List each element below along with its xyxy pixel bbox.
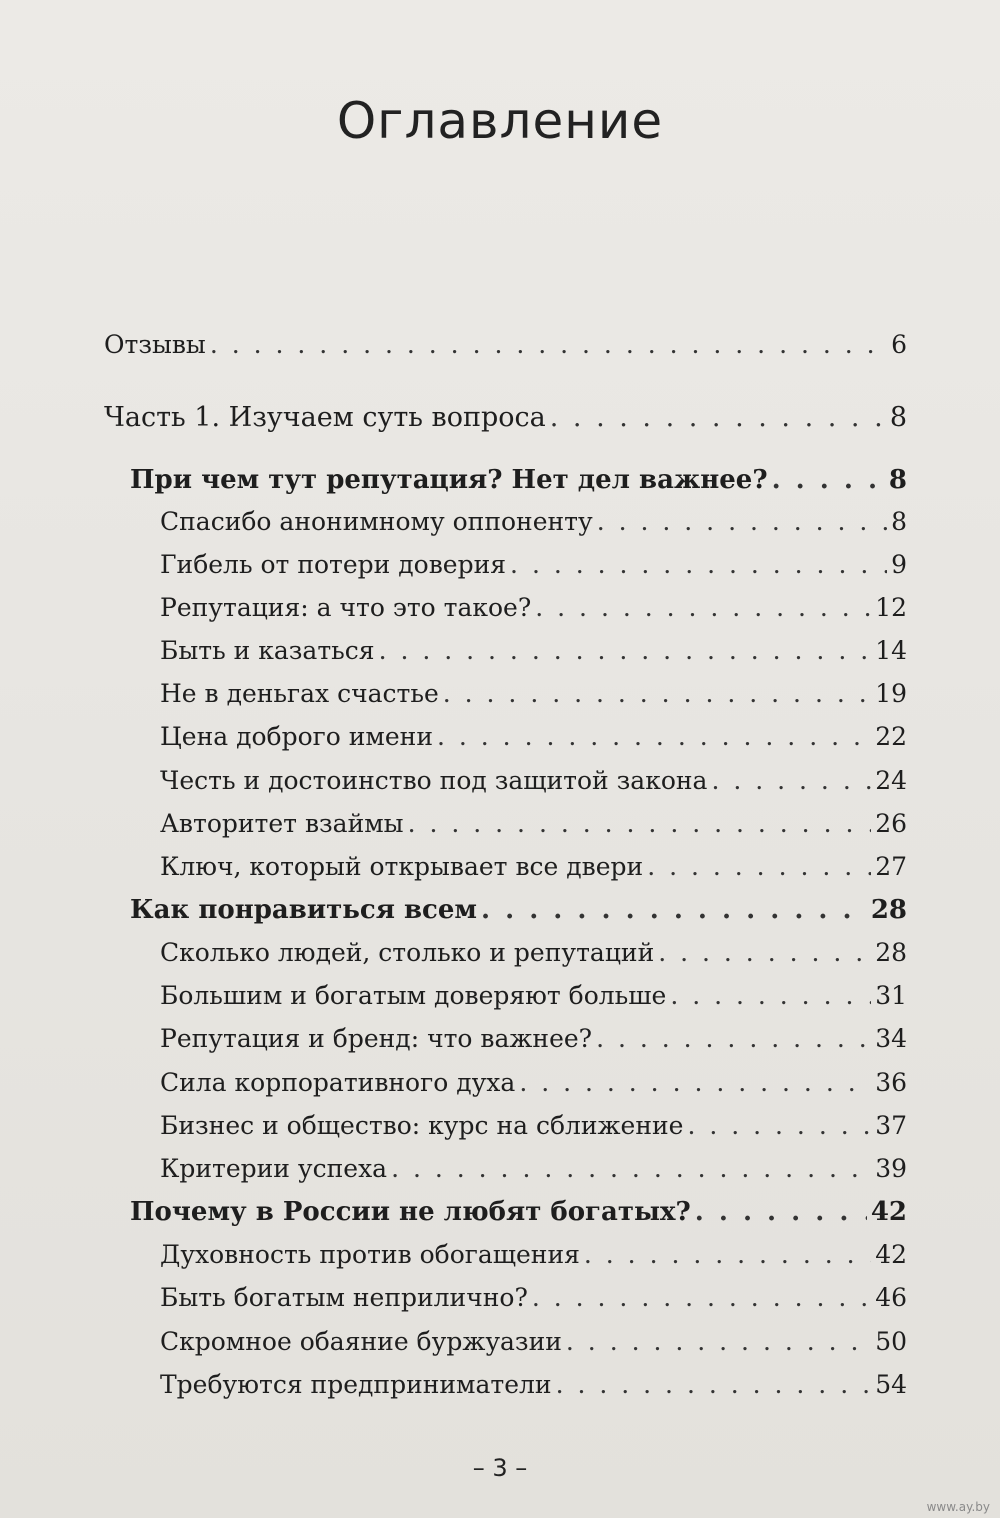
toc-entry-title: Быть богатым неприлично? [160,1283,528,1312]
toc-entry-title: При чем тут репутация? Нет дел важнее? [130,465,768,495]
dot-leader [647,847,871,887]
toc-entry-page: 34 [875,1024,907,1053]
toc-entry [160,631,907,671]
toc-entry [104,325,907,365]
toc-entry [160,1278,907,1318]
toc-entry-title: Не в деньгах счастье [160,679,439,708]
toc-entry-title: Бизнес и общество: курс на сближение [160,1111,684,1140]
dot-leader [210,325,887,365]
toc-entry [104,398,907,438]
toc-entry-page: 46 [875,1283,907,1312]
toc-entry-page: 42 [875,1240,907,1269]
toc-entry-page: 28 [875,938,907,967]
dot-leader [566,1322,871,1362]
toc-entry [160,1149,907,1189]
dot-leader [596,1019,871,1059]
toc-entry-page: 28 [870,895,907,925]
dot-leader [687,1106,871,1146]
toc-entry-page: 39 [875,1154,907,1183]
dot-leader [550,398,886,438]
page-title: Оглавление [336,91,664,150]
toc-entry [160,717,907,757]
toc-entry [130,1192,907,1232]
dot-leader [695,1192,867,1232]
dot-leader [391,1149,871,1189]
dot-leader [519,1063,871,1103]
dot-leader [670,976,871,1016]
toc-entry-title: Цена доброго имени [160,722,433,751]
toc-entry [160,761,907,801]
toc-entry-title: Почему в России не любят богатых? [130,1197,691,1227]
toc-entry-page: 22 [875,722,907,751]
toc-entry [130,890,907,930]
toc-entry-page: 54 [875,1370,907,1399]
toc-entry [160,1019,907,1059]
toc-entry-page: 24 [875,766,907,795]
toc-entry-page: 9 [891,550,907,579]
toc-entry [160,847,907,887]
toc-entry-title: Отзывы [104,330,206,359]
toc-entry-title: Репутация и бренд: что важнее? [160,1024,593,1053]
toc-entry-page: 8 [889,402,907,433]
toc-entry-page: 26 [875,809,907,838]
toc-entry [160,1106,907,1146]
toc-entry [130,460,907,500]
toc-entry [160,976,907,1016]
toc-entry-page: 12 [875,593,907,622]
toc-entry-title: Духовность против обогащения [160,1240,580,1269]
dot-leader [772,460,885,500]
toc-entry-page: 36 [875,1068,907,1097]
toc-entry-title: Честь и достоинство под защитой закона [160,766,708,795]
toc-entry-title: Репутация: а что это такое? [160,593,532,622]
toc-entry-title: Гибель от потери доверия [160,550,507,579]
toc-entry-title: Сколько людей, столько и репутаций [160,938,655,967]
dot-leader [510,545,887,585]
toc-entry [160,588,907,628]
dot-leader [584,1235,871,1275]
toc-entry [160,1365,907,1405]
dot-leader [556,1365,872,1405]
dot-leader [711,761,871,801]
toc-entry-page: 8 [891,507,907,536]
dot-leader [408,804,872,844]
page-number-footer: – 3 – [472,1454,528,1482]
dot-leader [443,674,871,714]
toc-entry-title: Критерии успеха [160,1154,388,1183]
toc-entry-title: Ключ, который открывает все двери [160,852,644,881]
toc-entry-page: 14 [875,636,907,665]
toc-entry-page: 27 [875,852,907,881]
toc-entry [160,1063,907,1103]
toc-entry [160,502,907,542]
toc-entry [160,1235,907,1275]
toc-entry-page: 37 [875,1111,907,1140]
toc-entry-page: 19 [875,679,907,708]
toc-entry-page: 42 [870,1197,907,1227]
toc-entry-title: Сила корпоративного духа [160,1068,516,1097]
toc-entry-page: 8 [888,465,907,495]
toc-entry-title: Спасибо анонимному оппоненту [160,507,593,536]
dot-leader [532,1278,871,1318]
toc-entry-title: Быть и казаться [160,636,375,665]
toc-entry-title: Часть 1. Изучаем суть вопроса [104,402,546,433]
toc-entry-title: Большим и богатым доверяют больше [160,981,667,1010]
dot-leader [437,717,871,757]
dot-leader [597,502,887,542]
toc-entry [160,545,907,585]
toc-entry-page: 6 [891,330,907,359]
toc-entry [160,674,907,714]
toc-entry-title: Как понравиться всем [130,895,477,925]
site-watermark: www.ay.by [926,1500,990,1514]
toc-entry [160,804,907,844]
toc-entry [160,933,907,973]
toc-entry-title: Авторитет взаймы [160,809,404,838]
dot-leader [481,890,867,930]
dot-leader [658,933,871,973]
dot-leader [379,631,872,671]
dot-leader [535,588,871,628]
toc-entry-page: 31 [875,981,907,1010]
toc-entry-title: Требуются предприниматели [160,1370,552,1399]
toc-entry-title: Скромное обаяние буржуазии [160,1327,562,1356]
toc-entry-page: 50 [875,1327,907,1356]
toc-entry [160,1322,907,1362]
